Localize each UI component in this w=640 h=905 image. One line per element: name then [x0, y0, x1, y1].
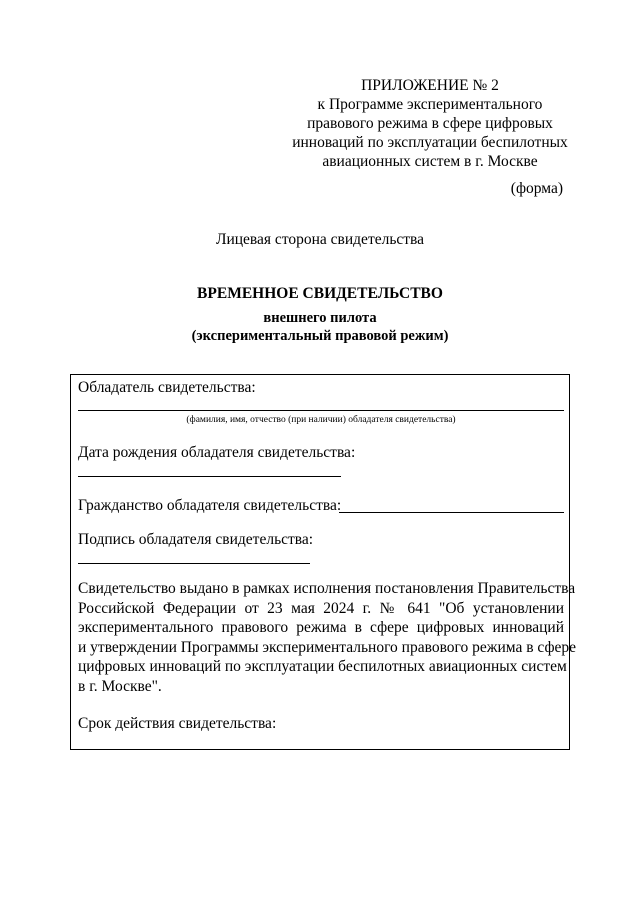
- issued-text: [78, 579, 577, 696]
- subtitle-line: (экспериментальный правовой режим): [191, 328, 449, 344]
- signature-line: [78, 563, 310, 564]
- certificate-box: [70, 374, 577, 750]
- appendix-line: к Программе экспериментального: [317, 96, 543, 113]
- birth-date-line: [78, 476, 341, 477]
- appendix-line: авиационных систем в г. Москве: [322, 153, 538, 170]
- issued-text-line: цифровых инноваций по эксплуатации беспилотных авиационных систем: [78, 658, 567, 675]
- citizenship-label: Гражданство обладателя свидетельства:: [78, 497, 342, 514]
- appendix-line: ПРИЛОЖЕНИЕ № 2: [361, 77, 499, 94]
- document-title: ВРЕМЕННОЕ СВИДЕТЕЛЬСТВО: [197, 285, 443, 302]
- document-subtitle: [0, 309, 640, 345]
- birth-date-label: Дата рождения обладателя свидетельства:: [78, 444, 356, 461]
- issued-text-line: Свидетельство выдано в рамках исполнения постановления Правительства: [78, 580, 576, 597]
- appendix-line: правового режима в сфере цифровых: [307, 115, 553, 132]
- issued-text-line: экспериментального правового режима в сфере цифровых инноваций: [78, 619, 564, 636]
- side-label: Лицевая сторона свидетельства: [215, 231, 425, 248]
- form-label: (форма): [510, 180, 563, 197]
- subtitle-line: внешнего пилота: [263, 310, 377, 326]
- holder-caption: (фамилия, имя, отчество (при наличии) обладателя свидетельства): [186, 415, 456, 425]
- issued-text-line: в г. Москве".: [78, 677, 162, 695]
- appendix-header: [250, 76, 610, 171]
- signature-label: Подпись обладателя свидетельства:: [78, 531, 314, 548]
- issued-text-line: Российской Федерации от 23 мая 2024 г. № 641 "Об установлении: [78, 599, 564, 617]
- validity-label: Срок действия свидетельства:: [78, 715, 277, 732]
- holder-name-line: [78, 410, 564, 411]
- holder-label: Обладатель свидетельства:: [78, 379, 256, 396]
- appendix-line: инноваций по эксплуатации беспилотных: [292, 134, 568, 151]
- issued-text-line: и утверждении Программы экспериментального правового режима в сфере: [78, 638, 577, 656]
- citizenship-line: [339, 512, 564, 513]
